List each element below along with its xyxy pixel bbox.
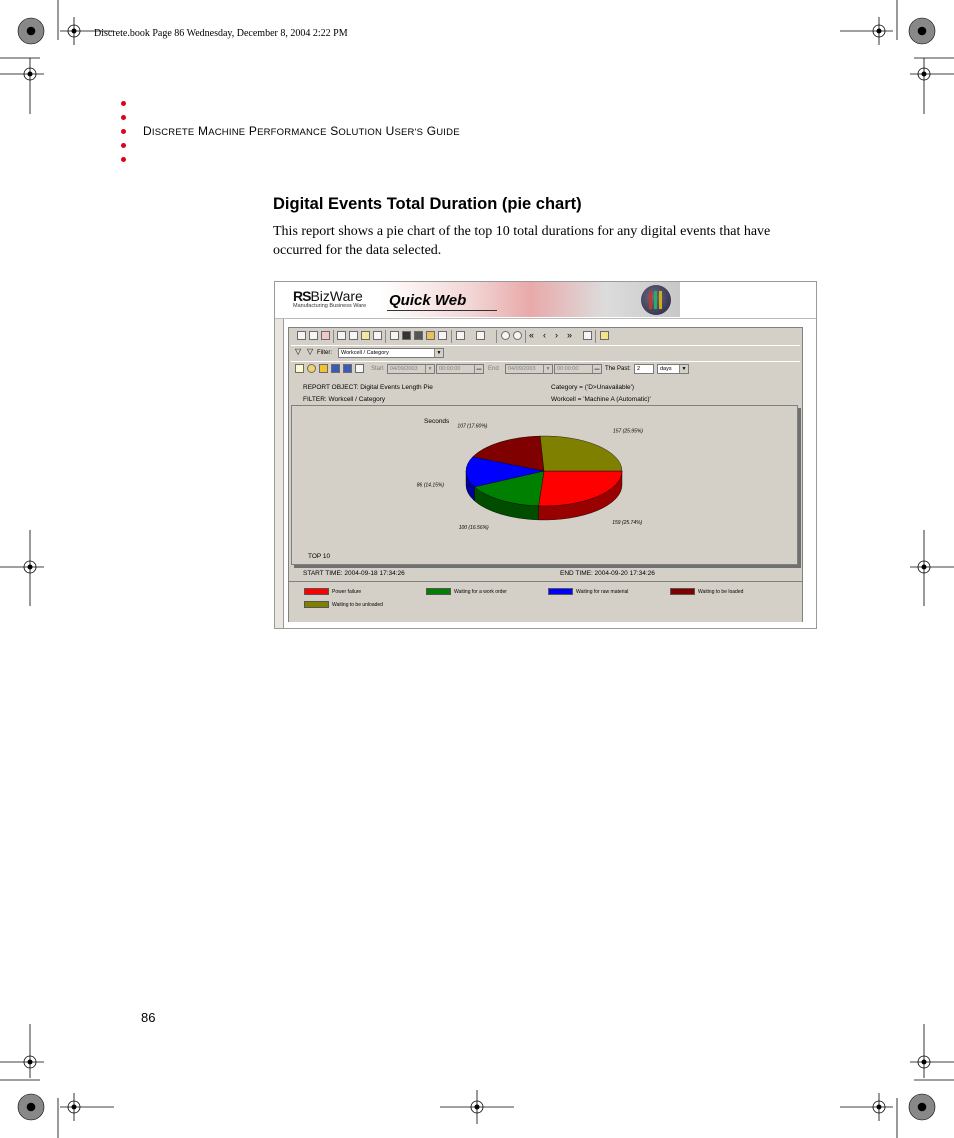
legend-label: Power failure <box>332 589 362 595</box>
page-icon[interactable] <box>476 331 485 340</box>
bar-chart-icon[interactable] <box>402 331 411 340</box>
legend-swatch <box>304 588 329 595</box>
print-preview-icon[interactable] <box>349 331 358 340</box>
help-icon[interactable] <box>600 331 609 340</box>
schedule-icon[interactable] <box>355 364 364 373</box>
refresh-icon[interactable] <box>583 331 592 340</box>
crosshair-right-mid <box>910 530 954 606</box>
save-icon[interactable] <box>331 364 340 373</box>
crosshair-bottom-right <box>840 1093 893 1121</box>
margin-dot <box>121 129 126 134</box>
report-end-time: END TIME: 2004-09-20 17:34:26 <box>560 570 655 577</box>
filter-icon[interactable]: ▽ <box>295 347 302 356</box>
report-start-time: START TIME: 2004-09-18 17:34:26 <box>303 570 405 577</box>
end-label: End <box>488 366 499 372</box>
report-object: REPORT OBJECT: Digital Events Length Pie <box>303 384 433 391</box>
chevron-down-icon[interactable]: ▼ <box>434 349 443 357</box>
pie-data-label: 86 (14.15%) <box>416 482 445 489</box>
report-icon[interactable] <box>297 331 306 340</box>
chart-icon[interactable] <box>361 331 370 340</box>
toolbar-separator <box>385 330 386 343</box>
starburst-top-right <box>909 18 935 44</box>
table-icon[interactable] <box>390 331 399 340</box>
pie-data-label: 159 (25.74%) <box>612 519 643 526</box>
chevron-down-icon[interactable]: ▼ <box>679 365 688 373</box>
previous-page-icon[interactable]: ‹ <box>543 330 546 340</box>
product-name: Quick Web <box>389 292 467 309</box>
legend-label: Waiting for raw material <box>576 589 629 595</box>
report-filter: FILTER: Workcell / Category <box>303 396 386 403</box>
chevron-down-icon[interactable]: ▼ <box>425 365 434 373</box>
legend-label: Waiting for a work order <box>454 589 507 595</box>
past-unit-value: days <box>660 366 672 372</box>
spinner-icon[interactable]: ▬ <box>592 365 601 373</box>
section-heading: Digital Events Total Duration (pie chart) <box>273 195 582 213</box>
font-icon[interactable] <box>438 331 447 340</box>
crosshair-right-lower <box>910 1024 954 1078</box>
calendar-icon[interactable] <box>295 364 304 373</box>
copy-icon[interactable] <box>373 331 382 340</box>
end-time-field[interactable] <box>554 364 602 374</box>
start-time-value: 00:00:00 <box>439 366 461 372</box>
legend-swatch <box>304 601 329 608</box>
pdf-icon[interactable] <box>321 331 330 340</box>
filter-value: Workcell / Category <box>341 350 389 356</box>
legend-swatch <box>426 588 451 595</box>
print-icon[interactable] <box>337 331 346 340</box>
last-page-icon[interactable]: » <box>567 330 573 340</box>
main-toolbar <box>291 329 800 345</box>
first-page-icon[interactable]: « <box>529 330 535 340</box>
chart-legend <box>289 581 802 622</box>
past-value-field[interactable] <box>634 364 654 374</box>
toolbar-separator <box>525 330 526 343</box>
legend-label: Waiting to be loaded <box>698 589 744 595</box>
margin-dot <box>121 143 126 148</box>
margin-dot <box>121 101 126 106</box>
crosshair-left-upper <box>0 58 44 114</box>
margin-dot <box>121 115 126 120</box>
report-category: Category = ('D>Unavailable') <box>551 384 635 391</box>
chart-panel <box>291 405 798 565</box>
product-underline <box>387 310 497 311</box>
running-title: DISCRETE MACHINE PERFORMANCE SOLUTION USER'S GUIDE <box>143 124 460 138</box>
starburst-bottom-left <box>18 1094 44 1120</box>
filter-clear-icon[interactable]: ▽ <box>307 347 314 356</box>
margin-dot <box>121 157 126 162</box>
start-date-field[interactable] <box>387 364 435 374</box>
past-value: 2 <box>637 366 641 372</box>
globe-icon <box>641 285 671 315</box>
report-screenshot <box>274 281 817 629</box>
page-header: Discrete.book Page 86 Wednesday, December 8, 2004 2:22 PM <box>94 28 348 39</box>
report-viewer <box>288 327 803 622</box>
start-date-value: 04/09/2003 <box>390 366 418 372</box>
brand-logo: RSBizWare <box>293 288 363 304</box>
report-workcell: Workcell = 'Machine A (Automatic)' <box>551 396 651 403</box>
clock-icon[interactable] <box>307 364 316 373</box>
crosshair-bottom-left <box>60 1093 114 1121</box>
grid-icon[interactable] <box>426 331 435 340</box>
toolbar-separator <box>595 330 596 343</box>
page-number: 86 <box>141 1010 156 1025</box>
end-date-value: 04/09/2003 <box>508 366 536 372</box>
filter-toolbar <box>291 345 800 362</box>
legend-swatch <box>548 588 573 595</box>
start-label: Start <box>371 366 384 372</box>
pie-data-label: 107 (17.60%) <box>457 423 488 430</box>
chevron-down-icon[interactable]: ▼ <box>543 365 552 373</box>
toolbar-separator <box>451 330 452 343</box>
paste-icon[interactable] <box>456 331 465 340</box>
export-icon[interactable] <box>309 331 318 340</box>
pie-data-label: 100 (16.56%) <box>458 525 489 532</box>
zoom-out-icon[interactable] <box>513 331 522 340</box>
pie-data-label: 157 (25.95%) <box>612 428 643 435</box>
filter-label: Filter: <box>317 350 332 356</box>
starburst-bottom-right <box>909 1094 935 1120</box>
start-time-field[interactable] <box>436 364 484 374</box>
time-toolbar <box>291 361 800 378</box>
past-unit-select[interactable] <box>657 364 689 374</box>
body-paragraph: This report shows a pie chart of the top 10 total durations for any digital events that have occurred for the data selected. <box>273 224 771 258</box>
zoom-in-icon[interactable] <box>501 331 510 340</box>
legend-swatch <box>670 588 695 595</box>
chart-title: Seconds <box>424 418 450 425</box>
run-icon[interactable] <box>343 364 352 373</box>
legend-label: Waiting to be unloaded <box>332 602 383 608</box>
next-page-icon[interactable]: › <box>555 330 558 340</box>
spinner-icon[interactable]: ▬ <box>474 365 483 373</box>
end-time-value: 00:00:00 <box>557 366 579 372</box>
column-chart-icon[interactable] <box>414 331 423 340</box>
brand-subtitle: Manufacturing Business Ware <box>293 303 367 309</box>
app-banner <box>275 282 816 319</box>
toolbar-separator <box>333 330 334 343</box>
starburst-top-left <box>18 18 44 44</box>
top-n-label: TOP 10 <box>308 553 331 560</box>
crosshair-left-mid <box>0 530 44 606</box>
alarm-icon[interactable] <box>319 364 328 373</box>
crosshair-right-upper <box>910 58 954 114</box>
end-date-field[interactable] <box>505 364 553 374</box>
toolbar-separator <box>496 330 497 343</box>
filter-select[interactable] <box>338 348 444 358</box>
frame-strip <box>275 319 284 629</box>
crosshair-top-right <box>840 17 893 45</box>
the-past-label: The Past: <box>605 366 631 372</box>
pie-chart <box>292 406 797 564</box>
crosshair-left-lower <box>0 1024 44 1078</box>
